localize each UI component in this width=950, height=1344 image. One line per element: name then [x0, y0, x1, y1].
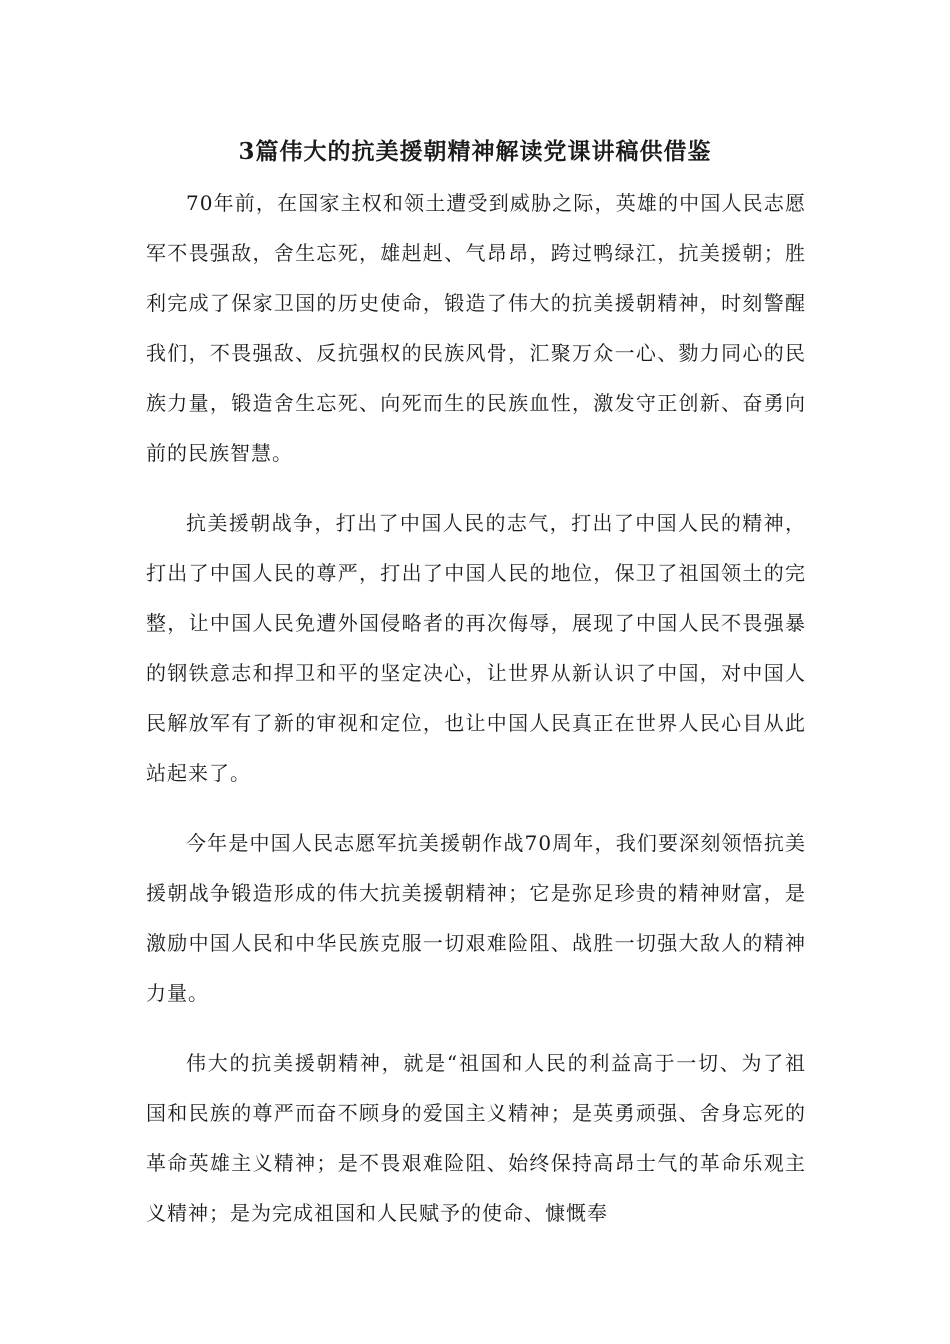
paragraph-4: 伟大的抗美援朝精神，就是“祖国和人民的利益高于一切、为了祖国和民族的尊严而奋不顾身的爱国主义精神；是英勇顽强、舍身忘死的革命英雄主义精神；是不畏艰难险阻、始终保持高昂士气的革命乐观主义精神；是为完成祖国和人民赋予的使命、慷慨奉	[146, 1051, 806, 1225]
paragraph-2: 抗美援朝战争，打出了中国人民的志气，打出了中国人民的精神，打出了中国人民的尊严，打出了中国人民的地位，保卫了祖国领土的完整，让中国人民免遭外国侵略者的再次侮辱，展现了中国人民不畏强暴的钢铁意志和捍卫和平的坚定决心，让世界从新认识了中国，对中国人民解放军有了新的审视和定位，也让中国人民真正在世界人民心目从此站起来了。	[146, 511, 806, 785]
paragraph-1: 70年前，在国家主权和领土遭受到威胁之际，英雄的中国人民志愿军不畏强敌，舍生忘死，雄赳赳、气昂昂，跨过鸭绿江，抗美援朝；胜利完成了保家卫国的历史使命，锻造了伟大的抗美援朝精神，时刻警醒我们，不畏强敌、反抗强权的民族风骨，汇聚万众一心、勠力同心的民族力量，锻造舍生忘死、向死而生的民族血性，激发守正创新、奋勇向前的民族智慧。	[146, 191, 806, 465]
document-body	[146, 178, 806, 1258]
paragraph-3: 今年是中国人民志愿军抗美援朝作战70周年，我们要深刻领悟抗美援朝战争锻造形成的伟大抗美援朝精神；它是弥足珍贵的精神财富，是激励中国人民和中华民族克服一切艰难险阻、战胜一切强大敌人的精神力量。	[146, 831, 806, 1005]
document-title: 3篇伟大的抗美援朝精神解读党课讲稿供借鉴	[238, 138, 712, 165]
